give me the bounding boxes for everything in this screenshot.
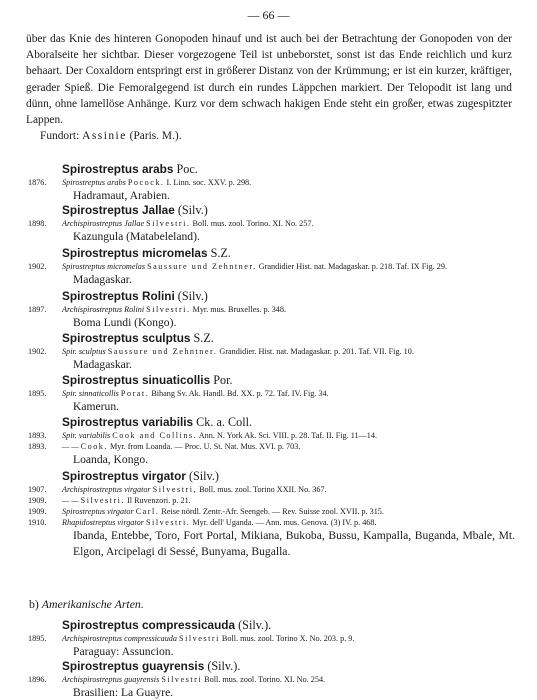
species-entry — [0, 289, 537, 330]
species-entry — [0, 246, 537, 287]
citation-ref: Boll. mus. zool. Torino XXII. No. 367. — [197, 485, 327, 494]
citation-year: 1895. — [28, 389, 47, 398]
citation-text — [62, 346, 414, 357]
locality: Hadramaut, Arabien. — [73, 189, 170, 202]
citation-year: 1898. — [28, 219, 47, 228]
species-author: (Silv.) — [188, 469, 219, 483]
citation-author: Saussure und Zehntner. — [107, 347, 218, 356]
species-author: Poc. — [176, 162, 198, 176]
citation — [0, 517, 537, 528]
species-name: Spirostreptus sculptus — [62, 331, 191, 345]
citation-text — [62, 484, 327, 495]
species-name: Spirostreptus variabilis — [62, 415, 194, 429]
citation-ref: Boll. mus. zool. Torino. XI. No. 257. — [190, 219, 314, 228]
species-author: Ck. a. Coll. — [196, 415, 253, 429]
species-heading — [62, 246, 537, 261]
citation — [0, 633, 537, 644]
species-name: Spirostreptus compressicauda — [62, 618, 236, 632]
citation-year: 1909. — [28, 507, 47, 516]
species-heading — [62, 469, 537, 484]
citation-author: Silvestri, — [152, 485, 198, 494]
fundort-label: Fundort: — [40, 130, 80, 143]
citation-author: Silvestri. — [146, 219, 191, 228]
citation-year: 1893. — [28, 442, 47, 451]
citation — [0, 674, 537, 685]
citation-author: Silvestri — [161, 675, 203, 684]
citation-text — [62, 517, 377, 528]
locality: Paraguay: Assuncion. — [73, 645, 174, 658]
species-author: Por. — [213, 373, 233, 387]
species-entry — [0, 415, 537, 467]
citation-ref: Grandidier. Hist. nat. Madagaskar. p. 201. Taf. VII. Fig. 10. — [217, 347, 414, 356]
species-author: (Silv.). — [207, 659, 241, 673]
locality: Loanda, Kongo. — [73, 453, 149, 466]
locality: Ibanda, Entebbe, Toro, Fort Portal, Mikiana, Bukoba, Bussu, Kampalla, Buganda, Mbale, Mt. Elgon, Arcipelagi di Sessé, Bunyama, Bugalla. — [73, 529, 515, 558]
citation-year: 1893. — [28, 431, 47, 440]
citation-ref: I. Linn. soc. XXV. p. 298. — [164, 178, 252, 187]
citation-taxon: Archispirostreptus Rolini — [62, 305, 145, 314]
citation-taxon: Spirostreptus arabs — [62, 178, 126, 187]
citation-taxon: Archispirostreptus virgator — [62, 485, 151, 494]
species-name: Spirostreptus arabs — [62, 162, 174, 176]
locality: Madagaskar. — [73, 273, 132, 286]
locality: Boma Lundi (Kongo). — [73, 316, 177, 329]
citation-ref: Boll. mus. zool. Torino X. No. 203. p. 9. — [219, 634, 355, 643]
intro-text: über das Knie des hinteren Gonopoden hinauf und ist auch bei der Betrachtung der Gonopoden von der Aboralseite her sichtbar. Dieser vorgezogene Teil ist unbeborstet, sonst ist das Ende reichlich und kurz behaart. Der Coxaldorn entspringt erst in größerer Distanz von der Krümmung; er ist ein kurzer, kräftiger, gerader Spieß. Die Femoralgegend ist durch ein rundes Läppchen markiert. Der Telopodit ist lang und dünn, ohne lamellöse Anhänge. Kurz vor dem schwach hakigen Ende steht ein großer, etwas zugespitzter Lappen. — [26, 33, 512, 127]
citation — [0, 218, 537, 229]
citation-taxon: Spirostreptus virgator — [62, 507, 134, 516]
species-heading — [62, 289, 537, 304]
intro-paragraph — [26, 31, 512, 144]
citation-author: Silvestri — [179, 634, 220, 643]
citation-year: 1907. — [28, 485, 47, 494]
citation — [0, 177, 537, 188]
citation-taxon: Spir. sinnaticollis — [62, 389, 119, 398]
citation-author: Cook. — [80, 442, 108, 451]
citation-text — [62, 441, 300, 452]
citation-year: 1909. — [28, 496, 47, 505]
citation-author: Porat. — [120, 389, 150, 398]
locality: Kazungula (Matabeleland). — [73, 230, 200, 243]
locality: Kamerun. — [73, 400, 120, 413]
species-heading — [62, 415, 537, 430]
species-heading — [62, 162, 537, 177]
citation-ref: Il Ruvenzori. p. 21. — [125, 496, 191, 505]
section-letter: b) — [29, 597, 39, 611]
citation-text — [62, 506, 384, 517]
citation-author: Carl. — [135, 507, 160, 516]
species-name: Spirostreptus sinuaticollis — [62, 373, 211, 387]
citation — [0, 441, 537, 452]
citation-author: Silvestri. — [80, 496, 125, 505]
species-heading — [62, 618, 537, 633]
citation-ref: Reise nördl. Zentr.-Afr. Seengeb. — Rev. Suisse zool. XVII. p. 315. — [159, 507, 384, 516]
citation-taxon: Archispirostreptus guayrensis — [62, 675, 160, 684]
citation-year: 1895. — [28, 634, 47, 643]
species-name: Spirostreptus Jallae — [62, 203, 175, 217]
species-author: (Silv.) — [177, 289, 208, 303]
citation-year: 1902. — [28, 347, 47, 356]
citation-ref: Myr. mus. Bruxelles. p. 348. — [190, 305, 287, 314]
species-entry — [0, 618, 537, 659]
locality: Madagaskar. — [73, 358, 132, 371]
citation-taxon: Spirostreptus micromelas — [62, 262, 146, 271]
citation-year: 1902. — [28, 262, 47, 271]
fundort-ref: (Paris. M.). — [129, 130, 182, 143]
citation-text — [62, 388, 329, 399]
citation-taxon: Spir. variabilis — [62, 431, 111, 440]
citation-taxon: Archispirostreptus compressicauda — [62, 634, 177, 643]
citation — [0, 261, 537, 272]
citation — [0, 495, 537, 506]
species-author: S.Z. — [210, 246, 231, 260]
species-entry — [0, 659, 537, 700]
citation-taxon: — — — [62, 442, 79, 451]
citation-taxon: Spir. sculptus — [62, 347, 106, 356]
citation-year: 1896. — [28, 675, 47, 684]
fundort-line — [26, 128, 512, 144]
citation-text — [62, 177, 251, 188]
fundort-place: Assinie — [82, 130, 127, 143]
citation — [0, 430, 537, 441]
citation — [0, 388, 537, 399]
citation-author: Cook and Collins. — [112, 431, 198, 440]
species-entry — [0, 373, 537, 414]
species-heading — [62, 659, 537, 674]
citation-taxon: — — — [62, 496, 79, 505]
citation-author: Pocock. — [127, 178, 165, 187]
citation-text — [62, 430, 377, 441]
citation-text — [62, 495, 191, 506]
page-number: — 66 — — [247, 8, 290, 22]
locality: Brasilien: La Guayre. — [73, 686, 174, 699]
species-name: Spirostreptus micromelas — [62, 246, 208, 260]
citation-ref: Boll. mus. zool. Torino. XI. No. 254. — [202, 675, 326, 684]
species-name: Spirostreptus Rolini — [62, 289, 175, 303]
citation-text — [62, 304, 286, 315]
citation-text — [62, 633, 354, 644]
citation — [0, 506, 537, 517]
citation-text — [62, 218, 313, 229]
citation-author: Saussure und Zehntner. — [147, 262, 257, 271]
species-entry — [0, 203, 537, 244]
species-author: S.Z. — [193, 331, 214, 345]
species-heading — [62, 331, 537, 346]
citation — [0, 484, 537, 495]
citation-year: 1897. — [28, 305, 47, 314]
citation-ref: Myr. from Loanda. — Proc. U. St. Nat. Mus. XVI. p. 703. — [107, 442, 301, 451]
section-heading — [29, 597, 144, 612]
citation-ref: Grandidier Hist. nat. Madagaskar. p. 218. Taf. IX Fig. 29. — [256, 262, 447, 271]
citation-taxon: Archispirostreptus Jallae — [62, 219, 145, 228]
citation — [0, 304, 537, 315]
species-heading — [62, 203, 537, 218]
species-name: Spirostreptus guayrensis — [62, 659, 205, 673]
species-name: Spirostreptus virgator — [62, 469, 186, 483]
species-entry — [0, 162, 537, 203]
section-title: Amerikanische Arten. — [41, 597, 144, 611]
citation-taxon: Rhapidostreptus virgator — [62, 518, 144, 527]
citation-text — [62, 261, 447, 272]
citation-author: Silvestri. — [146, 305, 191, 314]
species-author: (Silv.) — [177, 203, 208, 217]
species-heading — [62, 373, 537, 388]
citation-author: Silvestri. — [146, 518, 191, 527]
citation-year: 1910. — [28, 518, 47, 527]
citation — [0, 346, 537, 357]
species-entry — [0, 331, 537, 372]
citation-text — [62, 674, 325, 685]
species-entry — [0, 469, 537, 560]
citation-ref: Ann. N. York Ak. Sci. VIII. p. 28. Taf. II. Fig. 11—14. — [197, 431, 378, 440]
species-author: (Silv.). — [238, 618, 272, 632]
citation-ref: Myr. dell' Uganda. — Ann. mus. Genova. (3) IV. p. 468. — [190, 518, 377, 527]
citation-ref: Bihang Sv. Ak. Handl. Bd. XX. p. 72. Taf. IV. Fig. 34. — [149, 389, 329, 398]
citation-year: 1876. — [28, 178, 47, 187]
